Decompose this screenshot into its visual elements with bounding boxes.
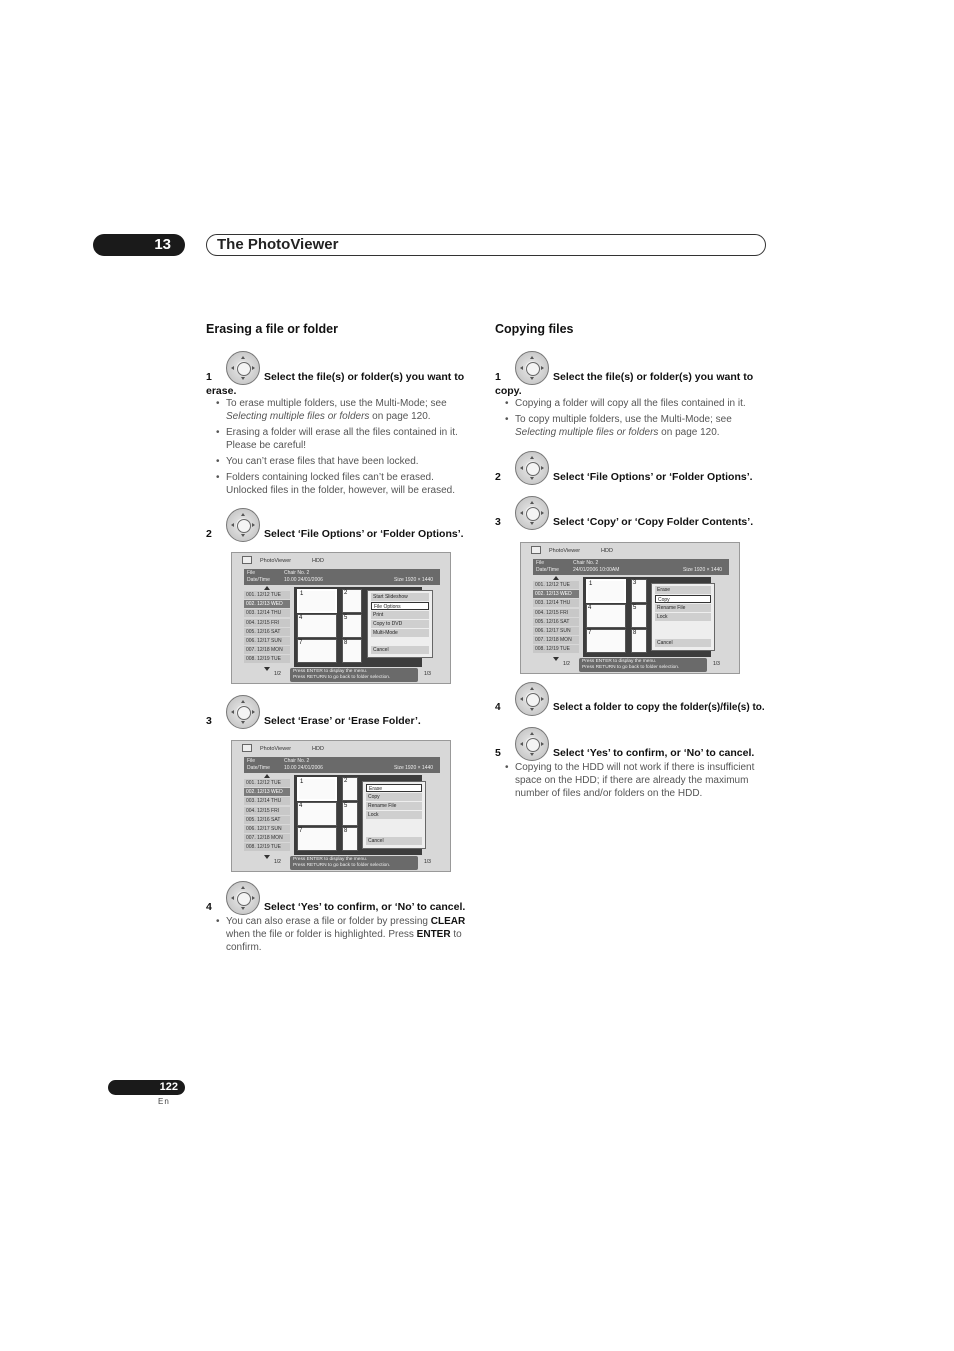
scroll-up-icon[interactable] [264,774,270,778]
thumbnail[interactable]: 5 [342,802,358,826]
page-indicator: 1/3 [713,661,720,667]
app-name: PhotoViewer [549,548,581,554]
list-item[interactable]: 005. 12/16 SAT [533,618,579,626]
list-item[interactable]: 006. 12/17 SUN [244,637,290,645]
step-text: Select a folder to copy the folder(s)/file(s) to. [553,702,765,713]
menu-item[interactable]: Cancel [366,837,422,845]
step-number: 1 [495,371,501,383]
page-indicator: 1/2 [274,859,281,865]
step-text: Select ‘Erase’ or ‘Erase Folder’. [264,715,421,727]
file-info-bar: File Chair No. 2 Date/Time 24/01/2006 10:00AM Size 1920 × 1440 [533,559,729,575]
drive-label: HDD [601,548,613,554]
copy-step-3 [495,515,775,529]
photoviewer-screen-erase [231,740,451,872]
page-language: En [158,1097,170,1106]
menu-item[interactable]: Cancel [655,639,711,647]
thumbnail[interactable]: 7 [297,827,337,851]
thumbnail[interactable]: 7 [297,639,337,663]
thumbnail[interactable]: 3 [631,579,647,603]
thumbnail[interactable]: 8 [342,639,362,663]
page-number: 122 [108,1080,185,1095]
erase-step-1-notes [216,397,478,500]
section-heading-copy: Copying files [495,322,574,336]
thumbnail[interactable]: 5 [631,604,647,628]
step-number: 2 [495,471,501,483]
menu-item[interactable]: Multi-Mode [371,629,429,637]
erase-step-3 [206,714,486,728]
menu-item[interactable]: Rename File [655,604,711,612]
list-item[interactable]: 004. 12/15 FRI [533,609,579,617]
folder-list [533,581,579,655]
list-item[interactable]: 008. 12/19 TUE [533,645,579,653]
list-item[interactable]: 004. 12/15 FRI [244,807,290,815]
step-text: Select ‘File Options’ or ‘Folder Options’. [553,471,753,483]
list-item[interactable]: 001. 12/12 TUE [244,591,290,599]
menu-item[interactable]: Cancel [371,646,429,654]
step-text: Select ‘Yes’ to confirm, or ‘No’ to cancel. [264,901,466,913]
note-item: • To erase multiple folders, use the Multi-Mode; see Selecting multiple files or folders on page 120. [216,397,478,423]
thumbnail[interactable]: 1 [586,579,626,603]
note-item: • Folders containing locked files can’t be erased. Unlocked files in the folder, however, will be erased. [216,471,478,497]
copy-step-2 [495,470,775,484]
photo-folder-icon [242,744,252,752]
page-indicator: 1/3 [424,859,431,865]
copy-step-1 [495,370,775,398]
list-item[interactable]: 002. 12/13 WED [244,788,290,796]
thumbnail[interactable]: 7 [586,629,626,653]
thumbnail[interactable]: 1 [297,589,337,613]
file-options-menu [651,583,715,651]
list-item[interactable]: 003. 12/14 THU [244,797,290,805]
list-item[interactable]: 002. 12/13 WED [533,590,579,598]
thumbnail[interactable]: 5 [342,614,362,638]
list-item[interactable]: 007. 12/18 MON [244,646,290,654]
step-number: 4 [495,702,501,713]
note-item: • To copy multiple folders, use the Multi-Mode; see Selecting multiple files or folders on page 120. [505,413,770,439]
thumbnail[interactable]: 4 [297,802,337,826]
copy-step-1-notes [505,397,770,442]
menu-item[interactable]: Rename File [366,802,422,810]
photoviewer-screen-copy [520,542,740,674]
menu-item[interactable]: Copy [655,595,711,603]
thumbnail[interactable]: 2 [342,777,358,801]
step-text: Select the file(s) or folder(s) you want to [264,371,465,383]
erase-step-2 [206,527,486,541]
step-text: Select the file(s) or folder(s) you want to [553,371,754,383]
erase-step-4 [206,900,486,914]
menu-item[interactable]: Copy [366,793,422,801]
menu-item[interactable]: Lock [655,613,711,621]
scroll-up-icon[interactable] [264,586,270,590]
drive-label: HDD [312,558,324,564]
step-text: Select ‘File Options’ or ‘Folder Options’. [264,528,464,540]
note-item: • Copying a folder will copy all the files contained in it. [505,397,770,410]
step-number: 5 [495,747,501,759]
note-item: • You can also erase a file or folder by pressing CLEAR when the file or folder is highlighted. Press ENTER to confirm. [216,915,478,954]
menu-item[interactable]: Print [371,611,429,619]
section-heading-erase: Erasing a file or folder [206,322,338,336]
step-text: Select ‘Yes’ to confirm, or ‘No’ to cancel. [553,747,755,759]
menu-item[interactable]: Erase [655,586,711,594]
help-bar: Press ENTER to display the menu. Press RETURN to go back to folder selection. [290,856,418,870]
thumbnail[interactable]: 2 [342,589,362,613]
copy-step-5 [495,746,775,760]
help-bar: Press ENTER to display the menu. Press RETURN to go back to folder selection. [290,668,418,682]
photo-folder-icon [531,546,541,554]
thumbnail[interactable]: 1 [297,777,337,801]
drive-label: HDD [312,746,324,752]
note-item: • You can’t erase files that have been locked. [216,455,478,468]
menu-item[interactable]: File Options [371,602,429,610]
erase-step-1 [206,370,486,398]
copy-step-5-notes [505,761,767,803]
note-item: • Copying to the HDD will not work if there is insufficient space on the HDD; if there are already the maximum number of files and/or folders on the HDD. [505,761,767,800]
thumbnail[interactable]: 4 [586,604,626,628]
step-number: 4 [206,901,212,913]
file-info-bar: File Chair No. 2 Date/Time 10.00 24/01/2006 Size 1920 × 1440 [244,757,440,773]
menu-item[interactable]: Lock [366,811,422,819]
menu-item[interactable]: Copy to DVD [371,620,429,628]
step-number: 3 [495,516,501,528]
list-item[interactable]: 008. 12/19 TUE [244,655,290,663]
thumbnail[interactable]: 8 [631,629,647,653]
thumbnail[interactable]: 4 [297,614,337,638]
list-item[interactable]: 006. 12/17 SUN [533,627,579,635]
list-item[interactable]: 003. 12/14 THU [244,609,290,617]
chapter-number-tab: 13 [93,234,185,256]
photoviewer-screen-file-options [231,552,451,684]
erase-step-4-notes [216,915,478,957]
menu-item[interactable]: Erase [366,784,422,792]
thumbnail[interactable]: 8 [342,827,358,851]
folder-list [244,591,290,665]
step-number: 2 [206,528,212,540]
scroll-up-icon[interactable] [553,576,559,580]
file-menu [367,590,433,658]
list-item[interactable]: 003. 12/14 THU [533,599,579,607]
page-indicator: 1/3 [424,671,431,677]
note-item: • Erasing a folder will erase all the files contained in it. Please be careful! [216,426,478,452]
photo-folder-icon [242,556,252,564]
app-name: PhotoViewer [260,558,292,564]
step-number: 1 [206,371,212,383]
list-item[interactable]: 005. 12/16 SAT [244,816,290,824]
list-item[interactable]: 005. 12/16 SAT [244,628,290,636]
page-indicator: 1/2 [563,661,570,667]
copy-step-4 [495,701,775,715]
step-text-cont: copy. [495,385,522,397]
list-item[interactable]: 006. 12/17 SUN [244,825,290,833]
folder-list [244,779,290,853]
scroll-down-icon[interactable] [264,667,270,671]
list-item[interactable]: 001. 12/12 TUE [244,779,290,787]
list-item[interactable]: 002. 12/13 WED [244,600,290,608]
list-item[interactable]: 001. 12/12 TUE [533,581,579,589]
list-item[interactable]: 007. 12/18 MON [533,636,579,644]
help-bar: Press ENTER to display the menu. Press RETURN to go back to folder selection. [579,658,707,672]
page-indicator: 1/2 [274,671,281,677]
file-options-menu [362,781,426,849]
list-item[interactable]: 004. 12/15 FRI [244,619,290,627]
app-name: PhotoViewer [260,746,292,752]
chapter-title: The PhotoViewer [206,234,766,256]
list-item[interactable]: 007. 12/18 MON [244,834,290,842]
scroll-down-icon[interactable] [264,855,270,859]
step-text-cont: erase. [206,385,237,397]
scroll-down-icon[interactable] [553,657,559,661]
file-info-bar: File Chair No. 2 Date/Time 10.00 24/01/2006 Size 1920 × 1440 [244,569,440,585]
menu-item[interactable]: Start Slideshow [371,593,429,601]
list-item[interactable]: 008. 12/19 TUE [244,843,290,851]
step-number: 3 [206,715,212,727]
step-text: Select ‘Copy’ or ‘Copy Folder Contents’. [553,516,754,528]
